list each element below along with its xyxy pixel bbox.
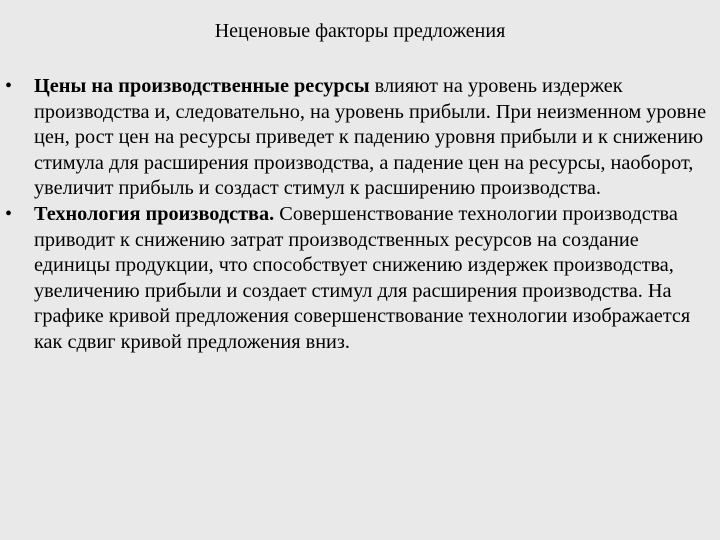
bullet-heading: Технология производства. xyxy=(34,202,275,225)
bullet-marker: • xyxy=(5,75,13,97)
bullet-item-technology xyxy=(0,202,720,356)
bullet-heading: Цены на производственные ресурсы xyxy=(34,75,370,97)
slide-title: Неценовые факторы предложения xyxy=(214,20,506,42)
bullet-item-resource-prices xyxy=(0,74,720,202)
bullet-list xyxy=(0,74,720,356)
bullet-marker: • xyxy=(5,202,13,225)
bullet-text: влияют на уровень издержек производства и, следовательно, на уровень прибыли. При неизменном уровне цен, рост цен на ресурсы приведет к падению уровня прибыли и к снижению стимула для расширения производства, а падение цен на ресурсы, наоборот, увеличит прибыль и создаст стимул к расширению производства. xyxy=(34,75,707,200)
bullet-text: Совершенствование технологии производства приводит к снижению затрат производственных ресурсов на создание единицы продукции, что способствует снижению издержек производства, увеличению прибыли и создает стимул для расширения производства. На графике кривой предложения совершенствование технологии изображается как сдвиг кривой предложения вниз. xyxy=(34,202,691,353)
